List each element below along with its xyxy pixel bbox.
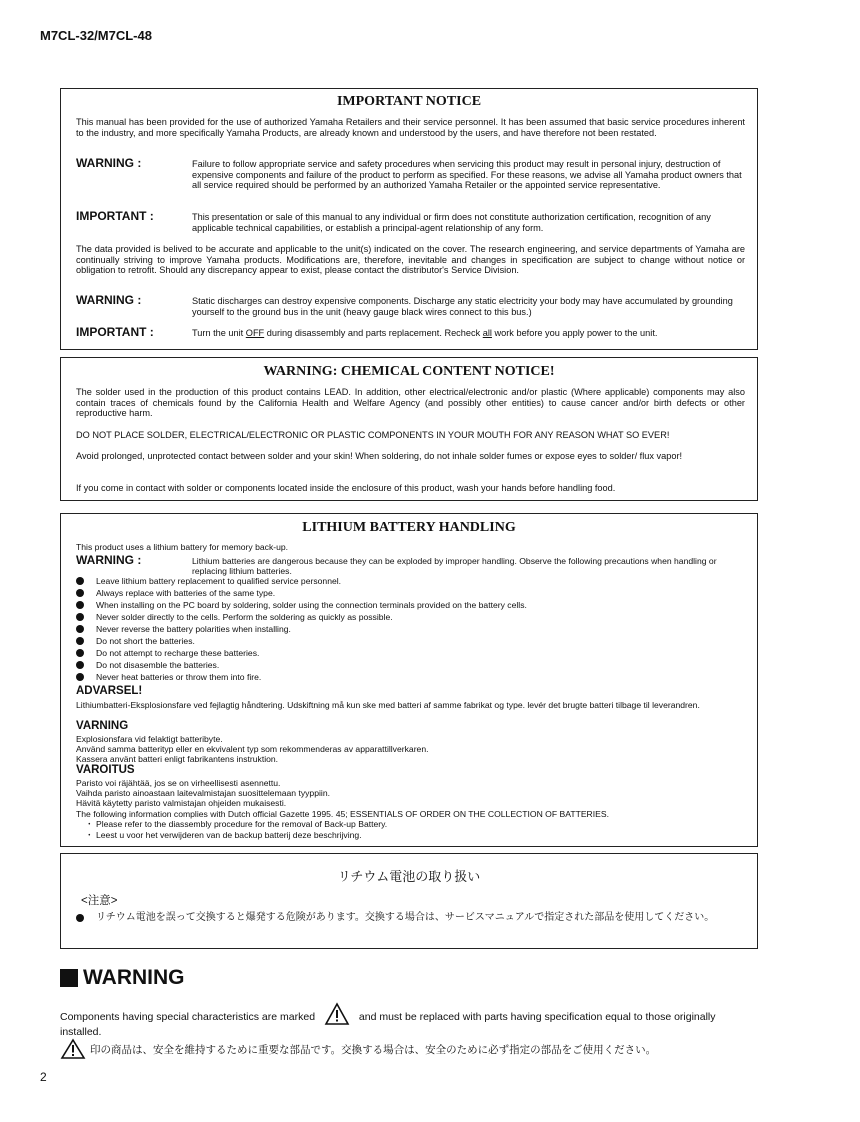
notice-important1-text: This presentation or sale of this manual to any individual or firm does not constitute authorization certification, recognition of any applicable technical capabilities, or establish a principal-agent relationship of any form. <box>192 212 711 233</box>
battery-box <box>60 513 758 847</box>
varoitus-line: The following information complies with Dutch official Gazette 1995. 45; ESSENTIALS OF ORDER ON THE COLLECTION OF BATTERIES. <box>76 809 609 819</box>
varning-line: Använd samma batterityp eller en ekvivalent typ som rekommenderas av apparattillverkaren. <box>76 744 429 754</box>
advarsel-text: Lithiumbatteri-Eksplosionsfare ved fejlagtig håndtering. Udskiftning må kun ske med batteri af samme fabrikat og type. levér det brugte batteri tilbage til leverandren. <box>76 700 700 710</box>
list-item <box>76 647 259 659</box>
varoitus-line: ・ Leest u voor het verwijderen van de backup batterij deze beschrijving. <box>85 830 362 840</box>
notice-warning2-label: WARNING : <box>76 293 142 307</box>
bullet-text: Do not short the batteries. <box>96 636 195 646</box>
japanese-bullet-text: リチウム電池を誤って交換すると爆発する危険があります。交換する場合は、サービスマニュアルで指定された部品を使用してください。 <box>96 912 715 923</box>
notice-warning2-text: Static discharges can destroy expensive components. Discharge any static electricity your body may have accumulated by grounding yourself to the ground bus in the unit (heavy gauge black wires connect to this bus.) <box>192 296 733 317</box>
important2-post: work before you apply power to the unit. <box>491 328 658 338</box>
list-item <box>76 623 291 635</box>
list-item <box>76 659 219 671</box>
bullet-text: Never heat batteries or throw them into fire. <box>96 672 262 682</box>
battery-warning-text: Lithium batteries are dangerous because they can be exploded by improper handling. Observe the following precautions when handling or replacing lithium batteries. <box>192 556 717 576</box>
japanese-bullet <box>76 910 745 926</box>
varning-line: Explosionsfara vid felaktigt batteribyte. <box>76 734 223 744</box>
varoitus-line: Hävitä käytetty paristo valmistajan ohjeiden mukaisesti. <box>76 798 287 808</box>
bullet-icon <box>76 914 84 922</box>
notice-important2-text <box>192 328 745 339</box>
warning-triangle-icon <box>324 1002 350 1026</box>
model-name: M7CL-32/M7CL-48 <box>40 28 152 43</box>
list-item <box>76 575 341 587</box>
chemical-notice-box <box>60 357 758 501</box>
notice-data-paragraph: The data provided is belived to be accurate and applicable to the unit(s) indicated on the cover. The research engineering, and service departments of Yamaha are continually striving to improve Yamaha products. Modifications are, therefore, inevitable and changes in specification are subject to change without notice or obligation to retrofit. Should any discrepancy appear to exist, please contact the distributor's Service Division. <box>76 244 745 276</box>
varoitus-line: Paristo voi räjähtää, jos se on virheellisesti asennettu. <box>76 778 281 788</box>
varning-line: Kassera använt batteri enligt fabrikantens instruktion. <box>76 754 279 764</box>
black-square-icon <box>60 969 78 987</box>
chemical-paragraph-2: DO NOT PLACE SOLDER, ELECTRICAL/ELECTRONIC OR PLASTIC COMPONENTS IN YOUR MOUTH FOR ANY REASON WHAT SO EVER! <box>76 430 670 440</box>
notice-important1-label: IMPORTANT : <box>76 209 154 223</box>
warning-jp-line <box>60 1038 656 1060</box>
list-item <box>76 611 393 623</box>
warning-heading <box>60 966 185 990</box>
japanese-caution: <注意> <box>81 895 118 907</box>
bullet-text: Leave lithium battery replacement to qualified service personnel. <box>96 576 342 586</box>
bullet-text: When installing on the PC board by soldering, solder using the connection terminals provided on the battery cells. <box>96 600 527 610</box>
bullet-icon <box>76 649 84 657</box>
notice-warning1-label: WARNING : <box>76 156 142 170</box>
bullet-icon <box>76 577 84 585</box>
chemical-paragraph-3: Avoid prolonged, unprotected contact between solder and your skin! When soldering, do not inhale solder fumes or expose eyes to solder/ flux vapor! <box>76 451 683 461</box>
warning-text <box>60 1002 720 1038</box>
bullet-text: Never reverse the battery polarities when installing. <box>96 624 291 634</box>
notice-important2-label: IMPORTANT : <box>76 325 154 339</box>
page-number: 2 <box>40 1070 47 1084</box>
important2-off: OFF <box>245 328 265 338</box>
bullet-icon <box>76 661 84 669</box>
important2-all: all <box>482 328 492 338</box>
varoitus-heading: VAROITUS <box>76 764 135 776</box>
chemical-paragraph-4: If you come in contact with solder or components located inside the enclosure of this product, wash your hands before handling food. <box>76 483 616 493</box>
bullet-text: Do not disasemble the batteries. <box>96 660 220 670</box>
list-item <box>76 587 275 599</box>
important-notice-box <box>60 88 758 350</box>
chemical-paragraph-1: The solder used in the production of this product contains LEAD. In addition, other electrical/electronic and/or plastic (Where applicable) components may also contain traces of chemicals found by the California Health and Welfare Agency (and possibly other entities) to cause cancer and/or birth defects or other reproductive harm. <box>76 387 745 419</box>
bullet-text: Never solder directly to the cells. Perform the soldering as quickly as possible. <box>96 612 393 622</box>
notice-intro: This manual has been provided for the use of authorized Yamaha Retailers and their service personnel. It has been assumed that basic service procedures inherent to the industry, and more specifically Yamaha Products, are already known and understood by the users, and have therefore not been restated. <box>76 117 745 138</box>
list-item <box>76 599 527 611</box>
warning-text-before: Components having special characteristics are marked <box>60 1011 316 1023</box>
bullet-icon <box>76 625 84 633</box>
important-notice-title: IMPORTANT NOTICE <box>336 94 482 109</box>
bullet-icon <box>76 601 84 609</box>
battery-warning-label: WARNING : <box>76 553 142 567</box>
bullet-text: Always replace with batteries of the same type. <box>96 588 276 598</box>
list-item <box>76 635 195 647</box>
battery-intro: This product uses a lithium battery for memory back-up. <box>76 542 289 552</box>
warning-heading-text: WARNING <box>83 966 185 989</box>
varning-heading: VARNING <box>76 720 129 732</box>
battery-title: LITHIUM BATTERY HANDLING <box>302 520 516 535</box>
advarsel-heading: ADVARSEL! <box>76 685 143 697</box>
important2-mid: during disassembly and parts replacement. Recheck <box>264 328 483 338</box>
bullet-icon <box>76 673 84 681</box>
list-item <box>76 671 261 683</box>
bullet-text: Do not attempt to recharge these batteries. <box>96 648 260 658</box>
bullet-icon <box>76 637 84 645</box>
warning-jp-text: 印の商品は、安全を維持するために重要な部品です。交換する場合は、安全のために必ず指定の部品をご使用ください。 <box>90 1043 657 1056</box>
notice-warning1-text: Failure to follow appropriate service and safety procedures when servicing this product may result in personal injury, destruction of expensive components and failure of the product to perform as specified. For these reasons, we advise all Yamaha product owners that all service required should be performed by an authorized Yamaha Retailer or the appointed service representative. <box>192 159 742 191</box>
warning-text-after: and must be replaced with parts having specification equal to those originally installed. <box>60 1011 716 1038</box>
bullet-icon <box>76 589 84 597</box>
japanese-title: リチウム電池の取り扱い <box>337 869 481 884</box>
japanese-battery-box <box>60 853 758 949</box>
important2-pre: Turn the unit <box>192 328 246 338</box>
bullet-icon <box>76 613 84 621</box>
warning-triangle-icon <box>60 1038 86 1060</box>
varoitus-line: Vaihda paristo ainoastaan laitevalmistajan suosittelemaan tyyppiin. <box>76 788 330 798</box>
chemical-notice-title: WARNING: CHEMICAL CONTENT NOTICE! <box>263 364 555 379</box>
varoitus-line: ・ Please refer to the diassembly procedure for the removal of Back-up Battery. <box>85 819 388 829</box>
